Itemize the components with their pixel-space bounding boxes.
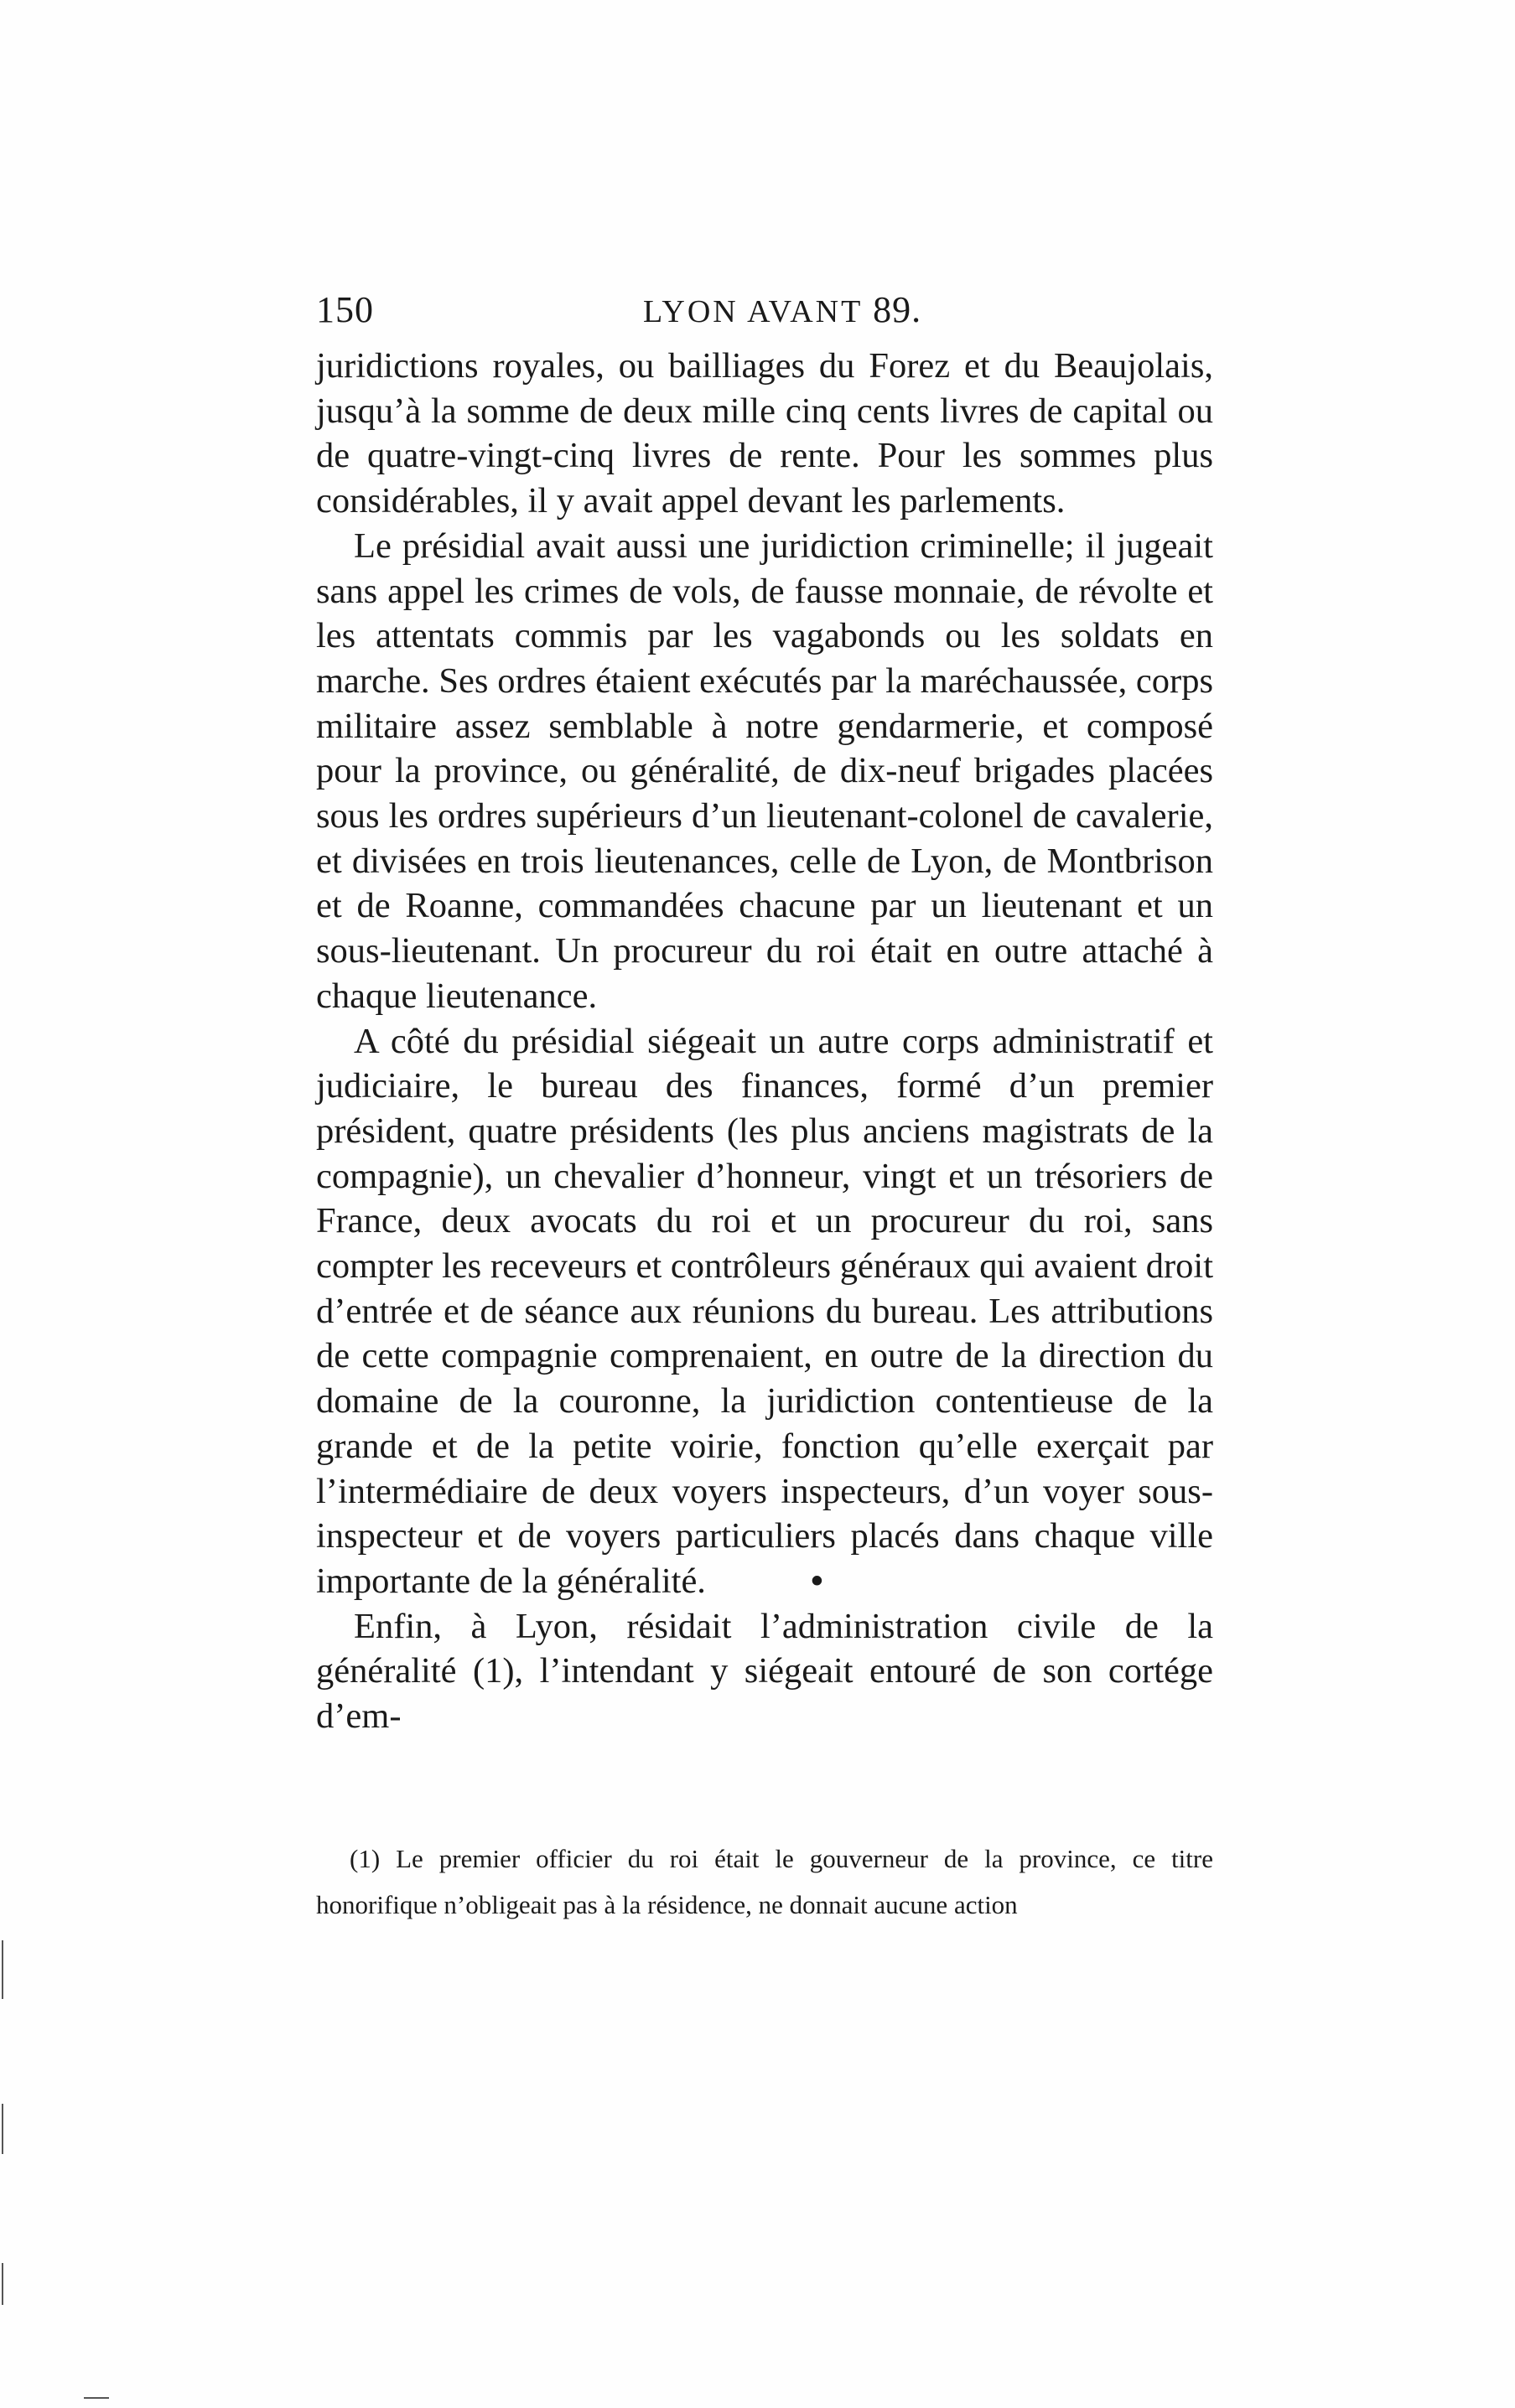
paragraph-continuation: juridictions royales, ou bailliages du Forez et du Beaujolais, jusqu’à la somme de deux mille cinq cents livres de capital ou de quatre-vingt-cinq livres de rente. Pour les sommes plus considérables, il y avait appel devant les parlements.	[316, 346, 1213, 521]
margin-scan-mark	[2, 2104, 3, 2154]
footnote	[316, 1836, 1213, 1928]
running-title-number: 89.	[873, 289, 922, 330]
body-text	[316, 344, 1213, 1739]
paragraph-bureau-finances	[316, 1019, 1213, 1604]
running-title	[643, 285, 921, 337]
margin-scan-mark	[2, 2263, 3, 2305]
margin-scan-mark	[84, 2397, 109, 2399]
running-title-text: LYON AVANT	[643, 294, 863, 329]
stray-mark: •	[810, 1561, 823, 1601]
page-header	[316, 285, 1213, 335]
paragraph-bureau-finances-text: A côté du présidial siégeait un autre corps administratif et judiciaire, le bureau des finances, formé d’un premier président, quatre présidents (les plus anciens magistrats de la compagnie), un chevalier d’honneur, vingt et un trésoriers de France, deux avocats du roi et un procureur du roi, sans compter les receveurs et contrôleurs généraux qui avaient droit d’entrée et de séance aux réunions du bureau. Les attributions de cette compagnie comprenaient, en outre de la direction du domaine de la couronne, la juridiction contentieuse de la grande et de la petite voirie, fonction qu’elle exerçait par l’intermédiaire de deux voyers inspecteurs, d’un voyer sous-inspecteur et de voyers particuliers placés dans chaque ville importante de la généralité.	[316, 1021, 1213, 1601]
margin-scan-mark	[2, 1940, 3, 1999]
paragraph-presidial: Le présidial avait aussi une juridiction criminelle; il jugeait sans appel les crimes de vols, de fausse monnaie, de révolte et les attentats commis par les vagabonds ou les soldats en marche. Ses ordres étaient exécutés par la maréchaussée, corps militaire assez semblable à notre gendarmerie, et composé pour la province, ou généralité, de dix-neuf brigades placées sous les ordres supérieurs d’un lieutenant-colonel de cavalerie, et divisées en trois lieutenances, celle de Lyon, de Montbrison et de Roanne, commandées chacune par un lieutenant et un sous-lieutenant. Un procureur du roi était en outre attaché à chaque lieutenance.	[316, 526, 1213, 1016]
paragraph-administration: Enfin, à Lyon, résidait l’administration civile de la généralité (1), l’intendant y siégeait entouré de son cortége d’em-	[316, 1606, 1213, 1737]
page-number: 150	[316, 289, 374, 330]
footnote-text: (1) Le premier officier du roi était le gouverneur de la province, ce titre honorifique n’obligeait pas à la résidence, ne donnait aucune action	[316, 1844, 1213, 1919]
